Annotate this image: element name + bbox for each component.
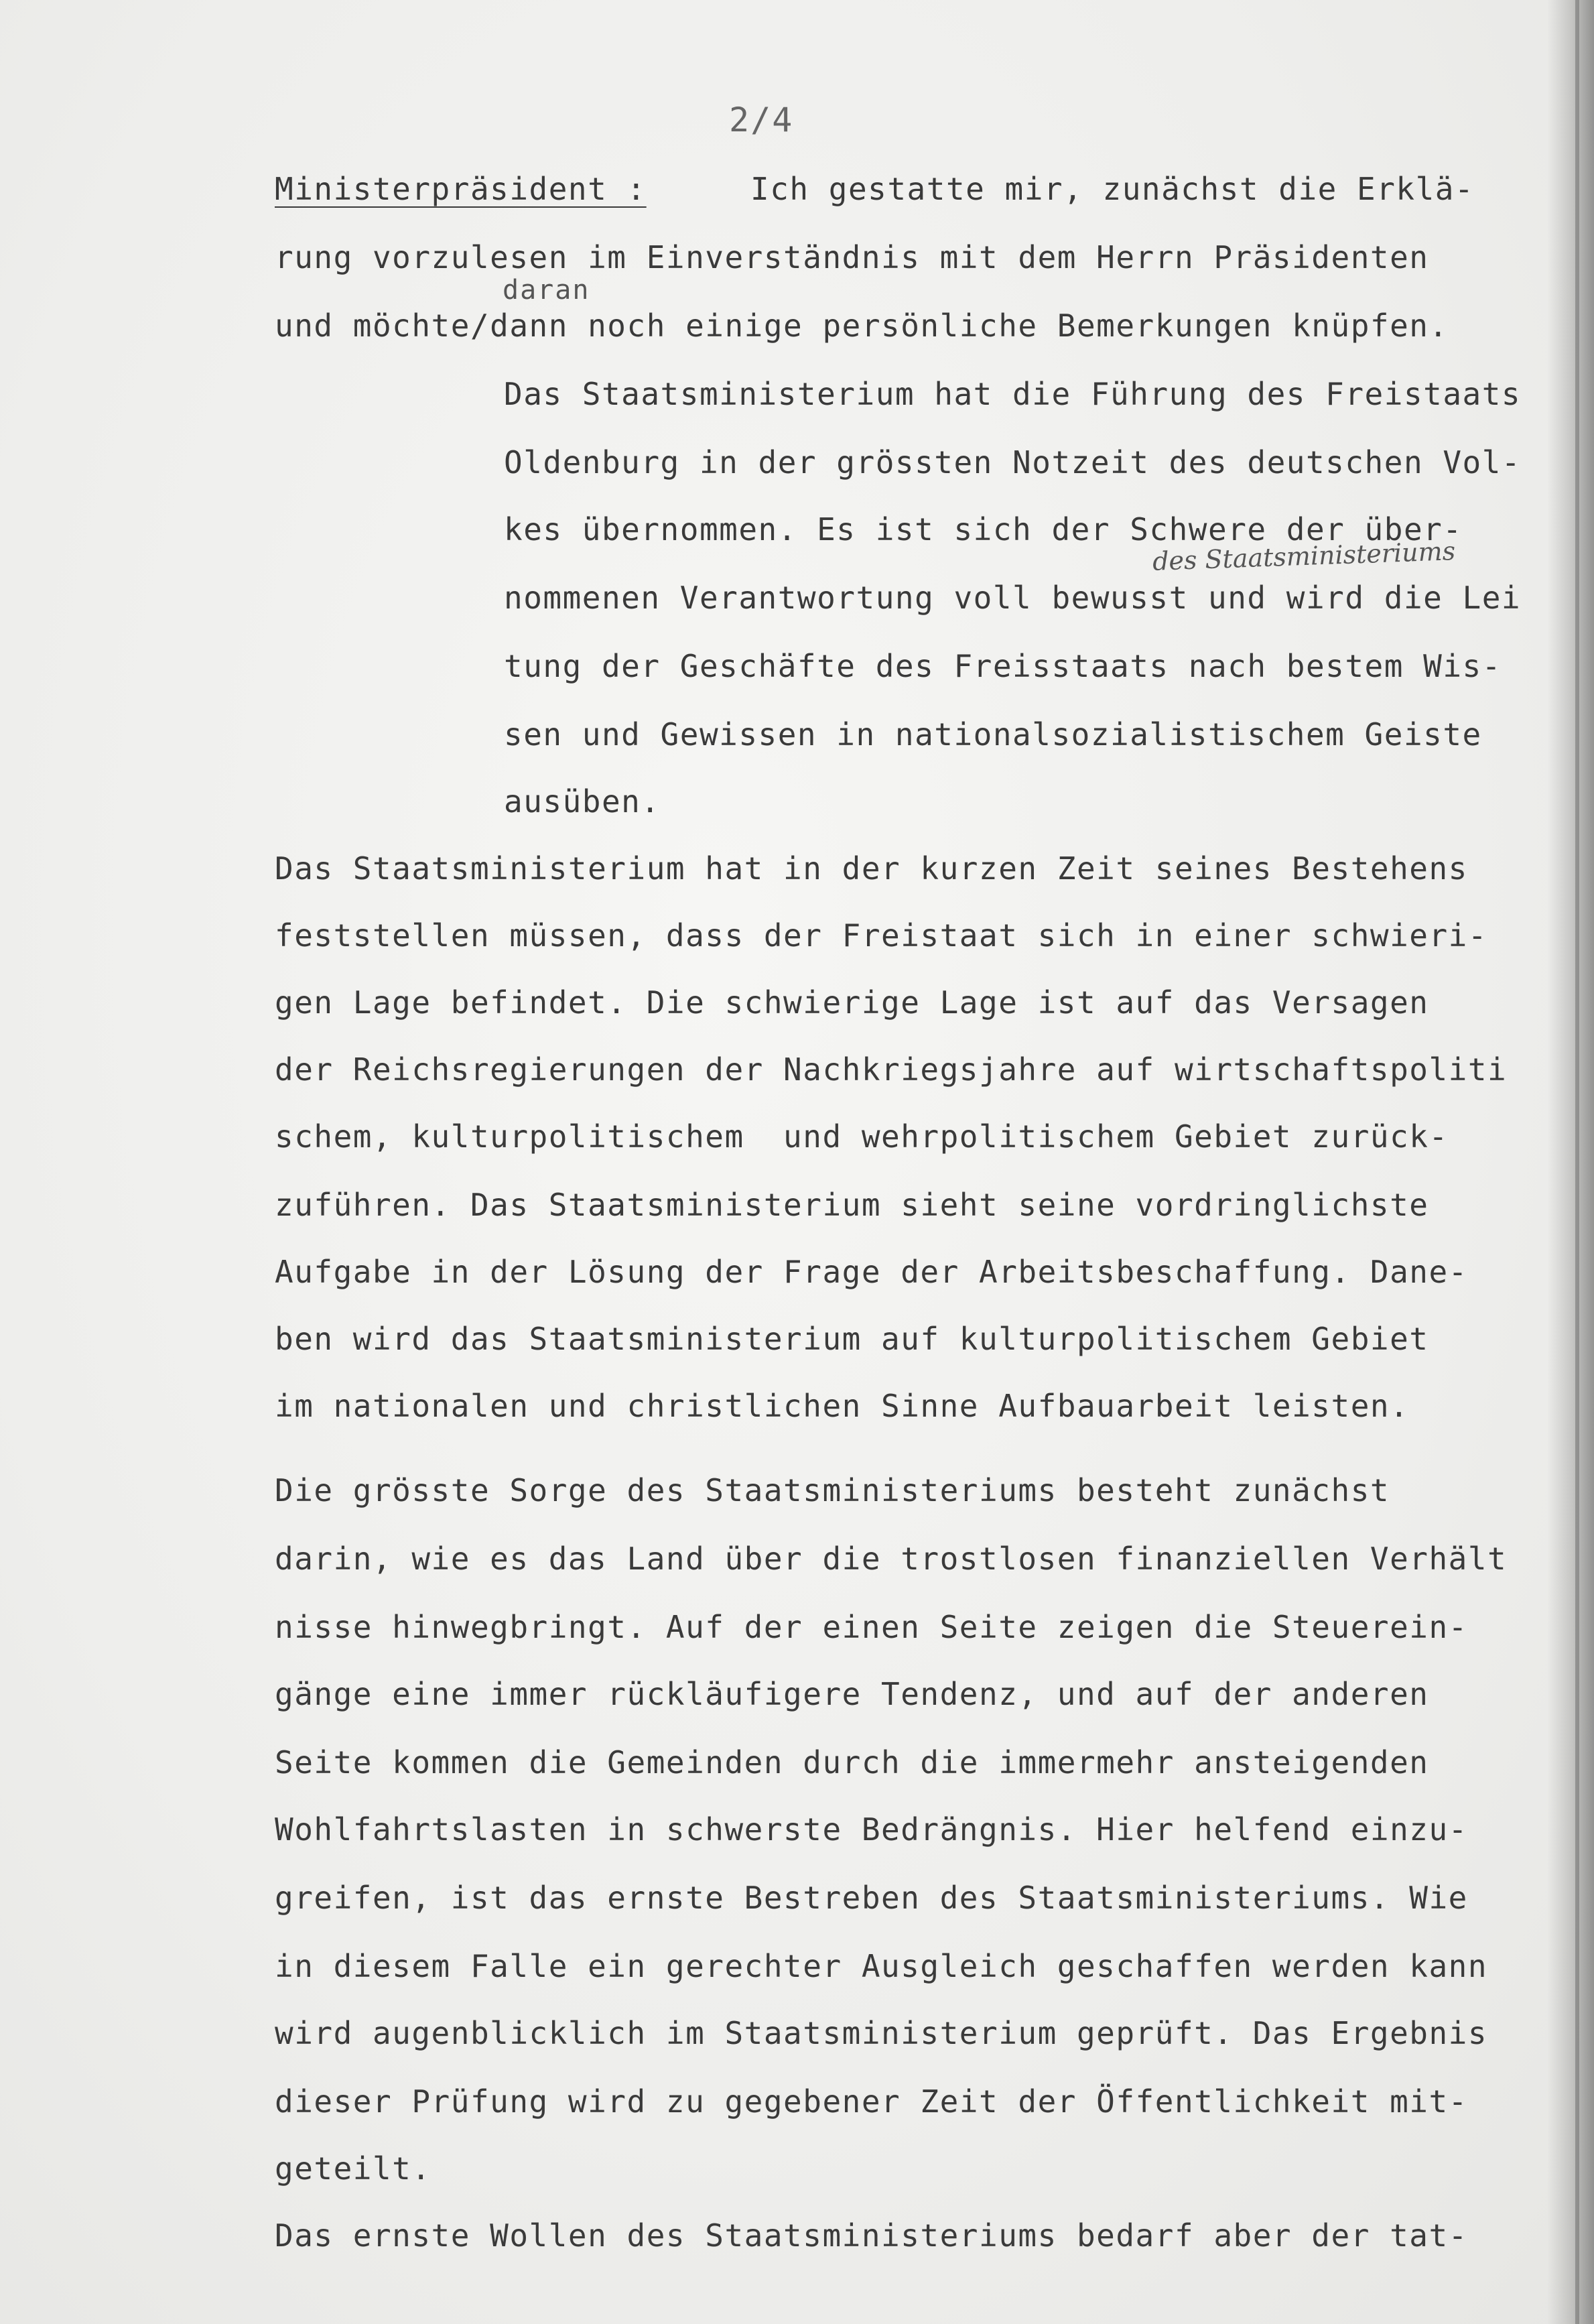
text-line-31: Das ernste Wollen des Staatsministeriums bedarf aber der tat- <box>275 2217 1468 2254</box>
text-line-30: geteilt. <box>275 2150 431 2187</box>
text-line-13: gen Lage befindet. Die schwierige Lage ist auf das Versagen <box>275 984 1429 1021</box>
text-line-16: zuführen. Das Staatsministerium sieht seine vordringlichste <box>275 1187 1429 1223</box>
text-line-18: ben wird das Staatsministerium auf kulturpolitischem Gebiet <box>275 1321 1429 1357</box>
text-line-7: nommenen Verantwortung voll bewusst und wird die Lei <box>504 580 1522 616</box>
text-line-25: Wohlfahrtslasten in schwerste Bedrängnis. Hier helfend einzu- <box>275 1811 1468 1848</box>
text-line-29: dieser Prüfung wird zu gegebener Zeit der Öffentlichkeit mit- <box>275 2083 1468 2120</box>
text-line-14: der Reichsregierungen der Nachkriegsjahre auf wirtschaftspoliti <box>275 1051 1508 1088</box>
text-line-23: gänge eine immer rückläufigere Tendenz, und auf der anderen <box>275 1676 1429 1712</box>
typed-insertion: daran <box>503 275 590 306</box>
page-edge-line <box>1575 0 1579 2324</box>
page-number: 2/4 <box>729 101 794 139</box>
text-line-11: Das Staatsministerium hat in der kurzen Zeit seines Bestehens <box>275 850 1468 887</box>
text-line-3: und möchte/dann noch einige persönliche Bemerkungen knüpfen. <box>275 308 1449 344</box>
text-line-28: wird augenblicklich im Staatsministerium geprüft. Das Ergebnis <box>275 2015 1488 2051</box>
text-line-24: Seite kommen die Gemeinden durch die immermehr ansteigenden <box>275 1744 1429 1781</box>
text-line-10: ausüben. <box>504 783 661 820</box>
text-line-5: Oldenburg in der grössten Notzeit des deutschen Vol- <box>504 444 1522 480</box>
text-line-19: im nationalen und christlichen Sinne Aufbauarbeit leisten. <box>275 1388 1410 1424</box>
text-line-8: tung der Geschäfte des Freisstaats nach bestem Wis- <box>504 648 1502 684</box>
text-line-4: Das Staatsministerium hat die Führung des Freistaats <box>504 376 1522 412</box>
text-line-15: schem, kulturpolitischem und wehrpolitischem Gebiet zurück- <box>275 1118 1449 1155</box>
text-line-1: Ich gestatte mir, zunächst die Erklä- <box>750 171 1475 207</box>
text-line-17: Aufgabe in der Lösung der Frage der Arbeitsbeschaffung. Dane- <box>275 1254 1468 1290</box>
speaker-label: Ministerpräsident : <box>275 171 647 207</box>
text-line-27: in diesem Falle ein gerechter Ausgleich geschaffen werden kann <box>275 1948 1488 1984</box>
text-line-6: kes übernommen. Es ist sich der Schwere der über- <box>504 511 1463 547</box>
text-line-22: nisse hinwegbringt. Auf der einen Seite zeigen die Steuerein- <box>275 1609 1468 1645</box>
text-line-20: Die grösste Sorge des Staatsministeriums besteht zunächst <box>275 1472 1390 1508</box>
text-line-21: darin, wie es das Land über die trostlosen finanziellen Verhält <box>275 1541 1508 1577</box>
text-line-2: rung vorzulesen im Einverständnis mit dem Herrn Präsidenten <box>275 239 1429 275</box>
text-line-12: feststellen müssen, dass der Freistaat sich in einer schwieri- <box>275 917 1488 954</box>
text-line-26: greifen, ist das ernste Bestreben des Staatsministeriums. Wie <box>275 1880 1468 1916</box>
text-line-9: sen und Gewissen in nationalsozialistischem Geiste <box>504 716 1482 753</box>
handwritten-insertion: des Staatsministeriums <box>1152 536 1456 576</box>
